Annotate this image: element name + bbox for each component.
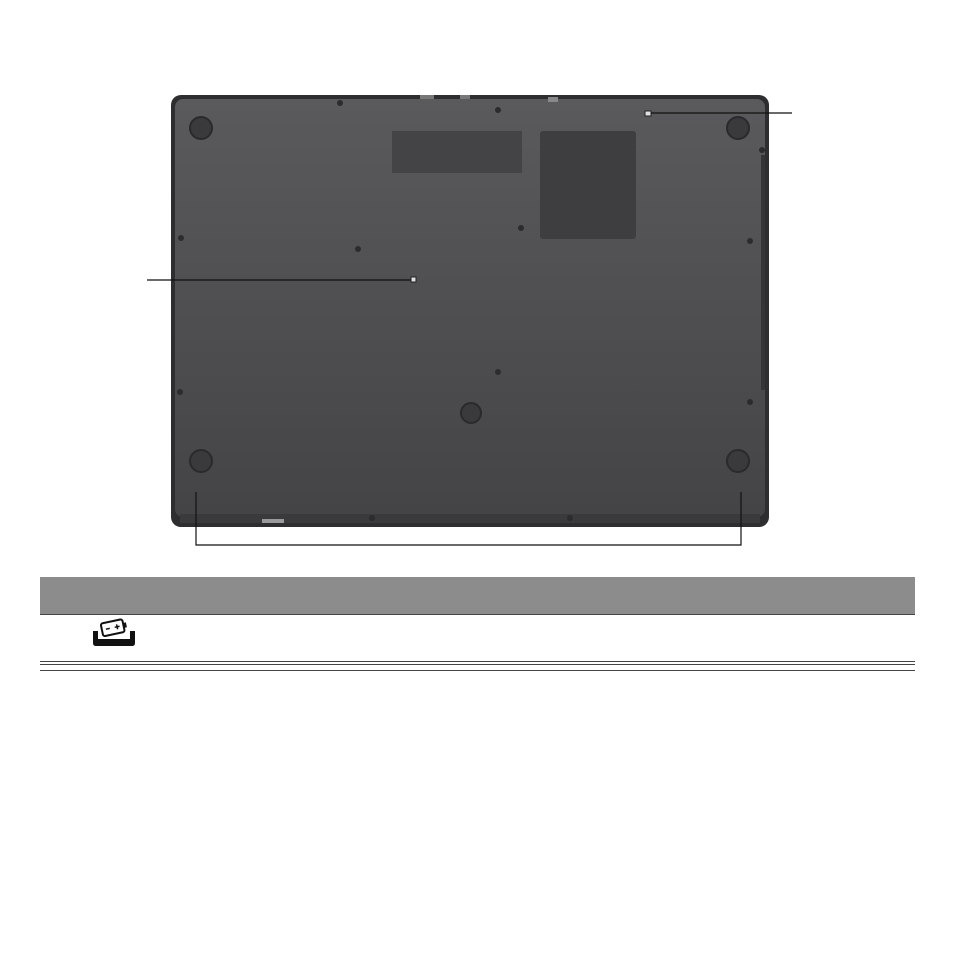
center-foot [461, 403, 481, 423]
access-panel [540, 131, 636, 239]
header-description [447, 577, 915, 615]
row-description [447, 665, 915, 671]
foot [727, 117, 749, 139]
row-number [40, 615, 86, 662]
foot [190, 450, 212, 472]
table-header-row [40, 577, 915, 615]
row-icon-cell [86, 615, 194, 662]
battery-reset-icon [90, 617, 138, 649]
row-item [194, 665, 447, 671]
table-row [40, 615, 915, 662]
foot [727, 450, 749, 472]
table-row [40, 665, 915, 671]
label-panel [392, 131, 522, 173]
latch [262, 519, 284, 523]
row-number [40, 665, 86, 671]
header-item [194, 577, 447, 615]
battery-reset-pinhole [645, 111, 651, 116]
fan-marker [411, 277, 416, 282]
component-table [40, 577, 915, 671]
row-icon-cell [86, 665, 194, 671]
header-icon [86, 577, 194, 615]
right-edge-strip [761, 155, 765, 390]
row-description [447, 615, 915, 662]
header-number [40, 577, 86, 615]
foot [190, 117, 212, 139]
row-item [194, 615, 447, 662]
